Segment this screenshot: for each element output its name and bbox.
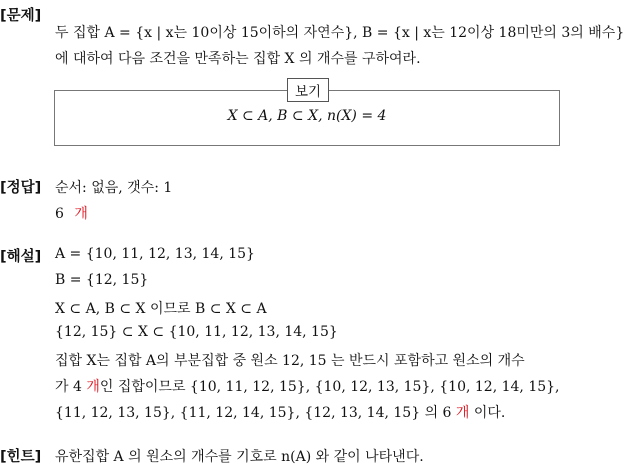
solution-line-3: X ⊂ A, B ⊂ X 이므로 B ⊂ X ⊂ A bbox=[55, 301, 267, 317]
answer-label: [정답] bbox=[0, 180, 42, 196]
solution-line-2: B = {12, 15} bbox=[55, 272, 149, 288]
answer-line-1: 순서: 없음, 갯수: 1 bbox=[55, 180, 173, 196]
solution-line-7-pre: {11, 12, 13, 15}, {11, 12, 14, 15}, {12, 13, 14, 15} 의 6 bbox=[55, 405, 456, 421]
solution-line-6-post: 인 집합이므로 {10, 11, 12, 15}, {10, 12, 13, 15}, {10, 12, 14, 15}, bbox=[99, 379, 560, 395]
solution-line-6-unit: 개 bbox=[86, 379, 100, 395]
solution-line-1: A = {10, 11, 12, 13, 14, 15} bbox=[55, 246, 255, 262]
condition-formula: X ⊂ A, B ⊂ X, n(X) = 4 bbox=[227, 108, 387, 124]
solution-line-7 bbox=[55, 402, 505, 422]
solution-line-4: {12, 15} ⊂ X ⊂ {10, 11, 12, 13, 14, 15} bbox=[55, 324, 338, 340]
answer-value: 6 bbox=[55, 206, 64, 222]
answer-unit: 개 bbox=[74, 206, 88, 222]
solution-line-7-post: 이다. bbox=[469, 405, 506, 421]
solution-line-6-pre: 가 4 bbox=[55, 379, 87, 395]
answer-value-line bbox=[55, 203, 88, 223]
solution-line-6 bbox=[55, 376, 560, 396]
condition-box-title: 보기 bbox=[287, 78, 329, 102]
hint-label: [힌트] bbox=[0, 449, 42, 465]
solution-line-5: 집합 X는 집합 A의 부분집합 중 원소 12, 15 는 반드시 포함하고 원소의 개수 bbox=[55, 353, 525, 369]
solution-line-7-unit: 개 bbox=[455, 405, 470, 421]
problem-line-2: 에 대하여 다음 조건을 만족하는 집합 X 의 개수를 구하여라. bbox=[55, 51, 421, 67]
problem-label: [문제] bbox=[0, 8, 42, 24]
solution-label: [해설] bbox=[0, 249, 42, 265]
hint-text: 유한집합 A 의 원소의 개수를 기호로 n(A) 와 같이 나타낸다. bbox=[55, 449, 424, 465]
problem-line-1: 두 집합 A = {x | x는 10이상 15이하의 자연수}, B = {x | x는 12이상 18미만의 3의 배수} bbox=[55, 25, 625, 41]
